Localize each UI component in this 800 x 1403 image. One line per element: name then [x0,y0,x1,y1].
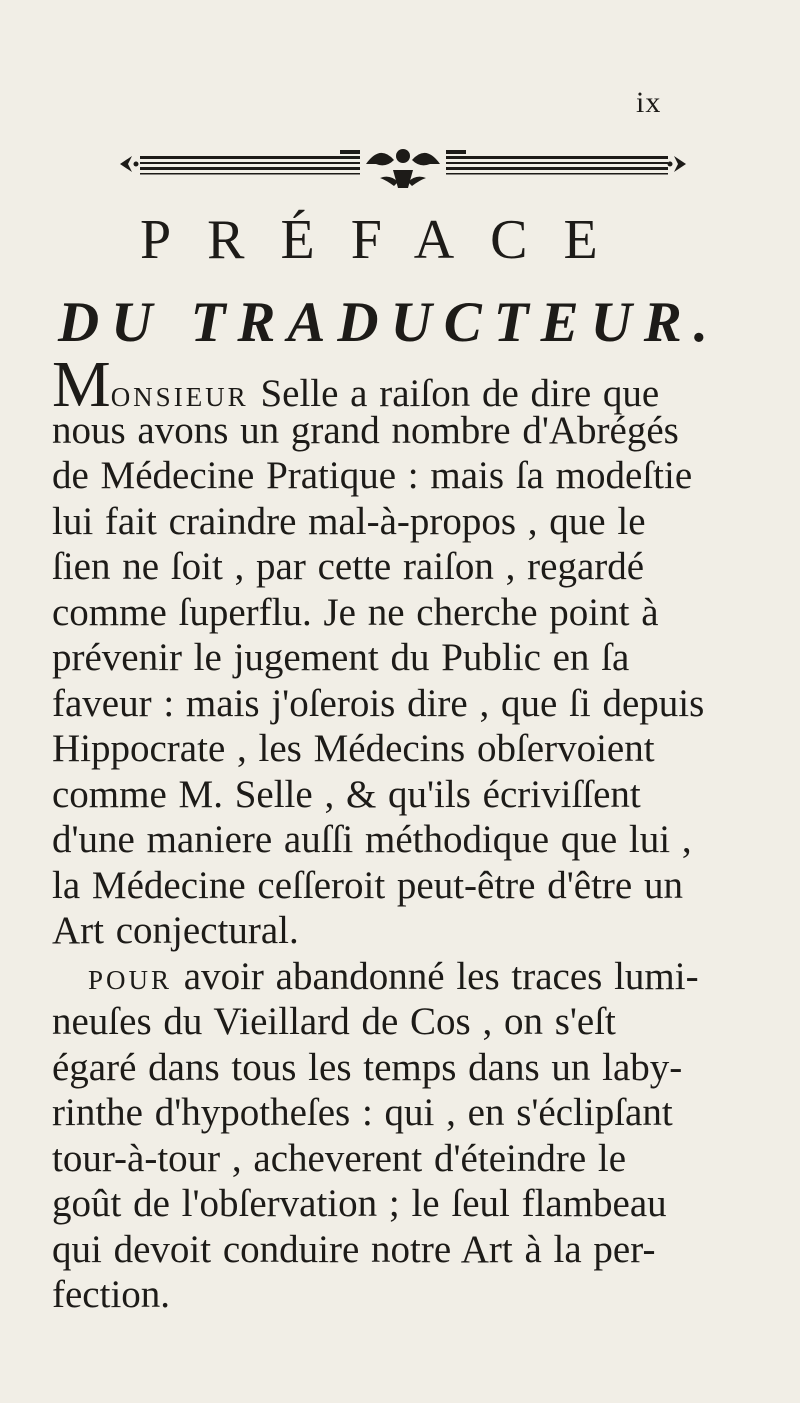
text-line: ſien ne ſoit , par cette raiſon , regardé [52,545,645,588]
text-line: lui fait craindre mal-à-propos , que le [52,499,646,543]
text-line: neuſes du Vieillard de Cos , on s'eſt [52,1000,616,1043]
text-line: qui devoit conduire notre Art à la per- [52,1227,656,1271]
text-line: rinthe d'hypotheſes : qui , en s'éclipſant [52,1091,673,1134]
page-number: ix [636,86,662,119]
text-line: Selle a raiſon de dire que [248,372,660,415]
text-line: avoir abandonné les traces lumi- [172,954,699,998]
text-line: tour-à-tour , acheverent d'éteindre le [52,1136,627,1180]
paragraph-1-opening: ONSIEUR [110,382,249,412]
text-line: égaré dans tous les temps dans un laby- [52,1045,683,1089]
text-line: goût de l'obſervation ; le ſeul flambeau [52,1182,667,1225]
text-line: nous avons un grand nombre d'Abrégés [52,408,679,452]
text-line: fection. [52,1273,171,1316]
paragraph-1-line-1 [52,348,762,421]
body-text [52,348,762,1318]
page-title: PRÉFACE [140,209,634,271]
drop-cap: M [52,348,111,421]
text-line: Hippocrate , les Médecins obſervoient [52,727,655,770]
text-line: Art conjectural. [52,909,299,952]
text-line: comme ſuperflu. Je ne cherche point à [52,590,659,634]
text-line: d'une maniere auſſi méthodique que lui , [52,818,692,861]
text-line: de Médecine Pratique : mais ſa modeſtie [52,454,693,497]
text-line: prévenir le jugement du Public en ſa [52,636,630,679]
paragraph-2-line-1 [52,954,762,1000]
text-line: comme M. Selle , & qu'ils écriviſſent [52,772,641,816]
text-line: la Médecine ceſſeroit peut-être d'être un [52,863,683,907]
text-line: faveur : mais j'oſerois dire , que ſi depuis [52,681,705,725]
decorative-headpiece [118,134,688,194]
paragraph-2-opening: POUR [88,964,173,995]
page-subtitle: DU TRADUCTEUR. [58,291,721,354]
